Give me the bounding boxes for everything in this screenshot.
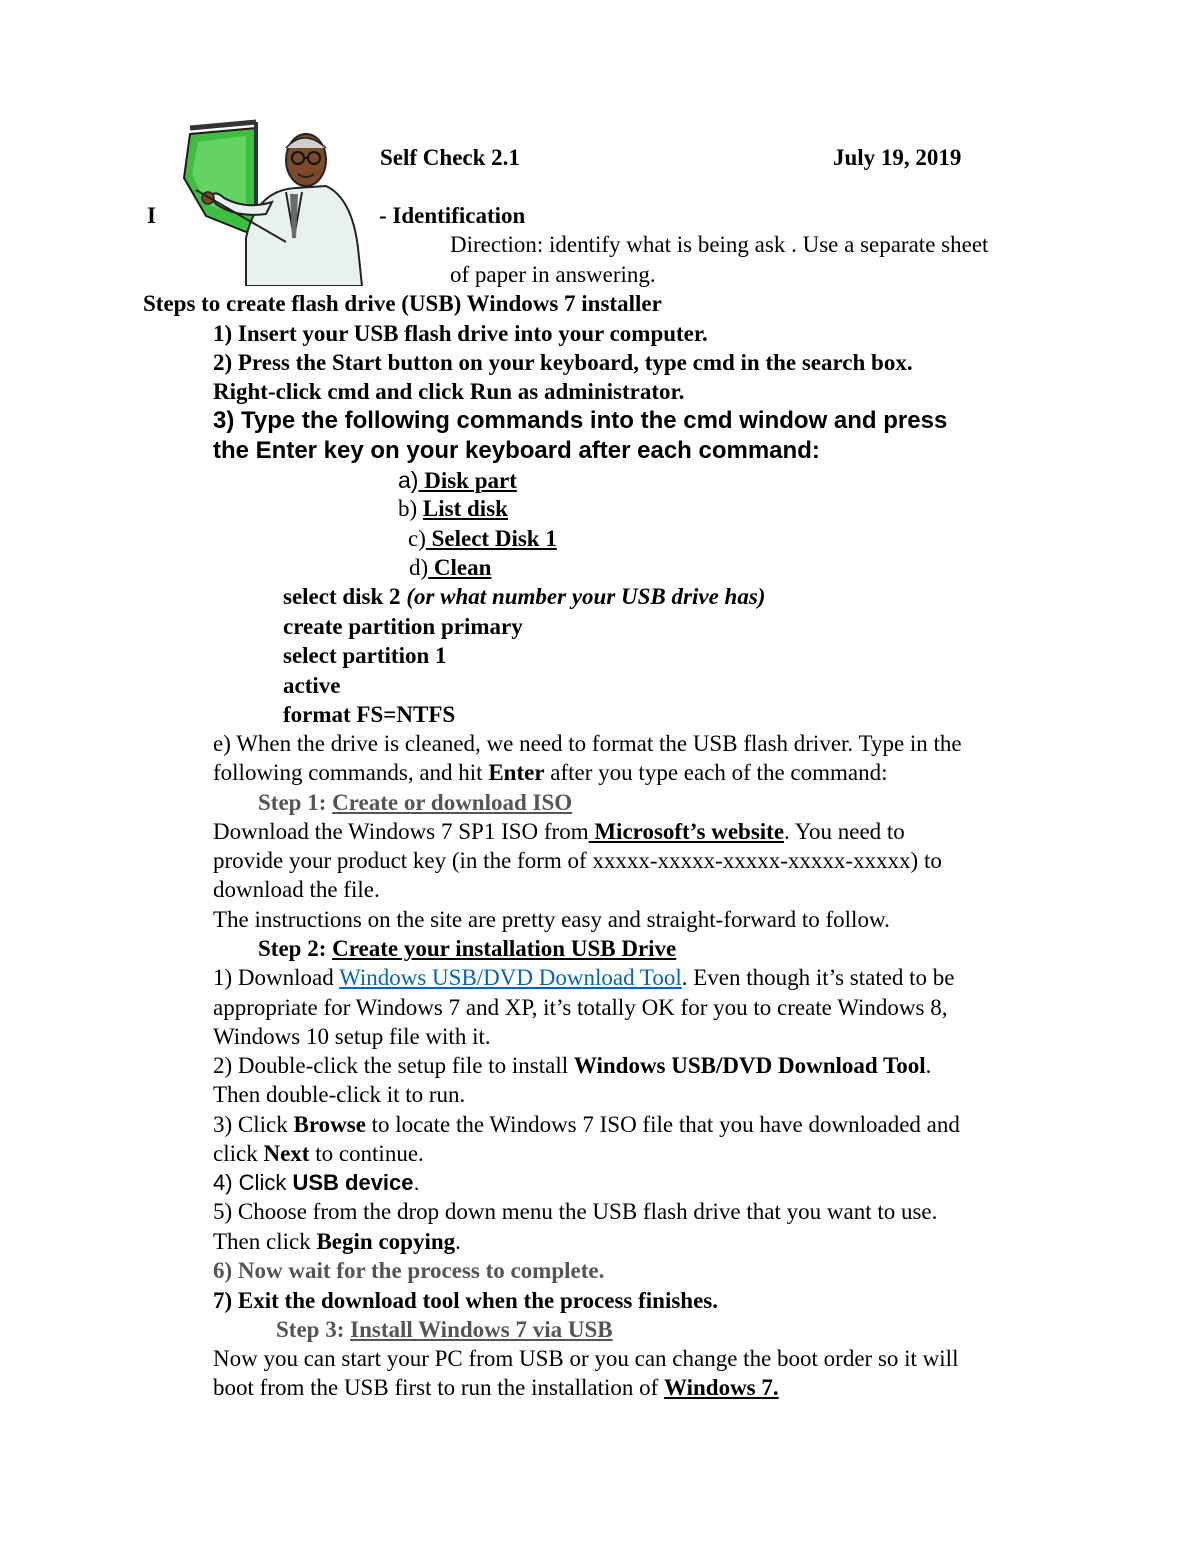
step-1-title: Create or download ISO [332, 790, 573, 815]
step-2-item-3-l2-a: click [213, 1141, 264, 1166]
step-2-item-1-line-3: Windows 10 setup file with it. [213, 1024, 491, 1049]
step-2-item-6 [213, 1257, 604, 1285]
step-2-item-5-begin-copying: Begin copying [316, 1229, 456, 1254]
step-2-item-2-a: 2) Double-click the setup file to install [213, 1053, 574, 1078]
step-e-enter: Enter [488, 760, 545, 785]
command-b-text: List disk [422, 496, 508, 521]
teacher-pointing-clipart [176, 118, 372, 286]
step-2-item-1-a: 1) Download [213, 965, 340, 990]
direction-line-1: Direction: identify what is being ask . Use a separate sheet [450, 232, 989, 257]
step-2-item-1-b: . Even though it’s stated to be [681, 965, 955, 990]
step-e-line-2-a: following commands, and hit [213, 760, 489, 785]
step-2-item-2-line-2: Then double-click it to run. [213, 1082, 466, 1107]
section-roman-numeral: I [147, 203, 156, 228]
step-3-windows-7: Windows 7. [664, 1375, 779, 1400]
section-title: - Identification [379, 203, 526, 228]
step-2-item-4-a: 4) Click [213, 1170, 293, 1195]
step-2-item-3-next: Next [263, 1141, 310, 1166]
select-disk-note: (or what number your USB drive has) [406, 584, 766, 609]
command-a [398, 466, 517, 495]
command-d-prefix: d) [409, 555, 429, 580]
step-2-item-4-c: . [413, 1170, 420, 1195]
step-2-item-4 [213, 1169, 420, 1197]
step-3-body-l2-a: boot from the USB first to run the installation of [213, 1375, 665, 1400]
step-e-line-2 [213, 759, 888, 787]
step-e-line-1: e) When the drive is cleaned, we need to format the USB flash driver. Type in the [213, 731, 962, 756]
step-2-item-7-a: 7) [213, 1288, 238, 1313]
step-2-item-3-c: to locate the Windows 7 ISO file that you have downloaded and [365, 1112, 960, 1137]
step-2-item-6-a: 6) [213, 1258, 238, 1283]
step-1-text: 1) Insert your USB flash drive into your computer. [213, 321, 708, 346]
download-tool-link[interactable]: Windows USB/DVD Download Tool [339, 965, 682, 990]
step-2-item-3 [213, 1111, 960, 1139]
step-1-body-line-3: download the file. [213, 877, 380, 902]
step-1-heading [258, 789, 572, 817]
command-b-prefix: b) [398, 496, 423, 521]
step-1-label: Step 1: [258, 790, 333, 815]
microsoft-website-link[interactable]: Microsoft’s website [588, 819, 785, 844]
command-a-prefix: a) [398, 467, 419, 493]
step-2-item-1 [213, 964, 955, 992]
step-2-item-7-b: Exit the download tool when the process finishes. [237, 1288, 718, 1313]
sub-command-1: create partition primary [283, 614, 523, 639]
sub-command-3: active [283, 673, 341, 698]
page-title: Self Check 2.1 [380, 145, 520, 170]
command-c-prefix: c) [408, 526, 426, 551]
step-3-body-line-1: Now you can start your PC from USB or you can change the boot order so it will [213, 1346, 959, 1371]
step-2-item-5-l2-c: . [455, 1229, 461, 1254]
direction-line-2: of paper in answering. [450, 262, 656, 287]
step-2-heading [258, 935, 676, 963]
step-3-label: Step 3: [276, 1317, 351, 1342]
step-3-title: Install Windows 7 via USB [350, 1317, 613, 1342]
step-3-text-line-1: 3) Type the following commands into the cmd window and press [213, 407, 948, 434]
steps-heading: Steps to create flash drive (USB) Windows 7 installer [143, 291, 662, 316]
command-c-text: Select Disk 1 [425, 526, 557, 551]
step-2-item-5: 5) Choose from the drop down menu the USB flash drive that you want to use. [213, 1199, 938, 1224]
step-2-item-2-c: . [925, 1053, 932, 1078]
step-1-body-line-1 [213, 818, 905, 846]
step-2-item-2-b: Windows USB/DVD Download Tool [573, 1053, 926, 1078]
step-1-body-line-2: provide your product key (in the form of xxxxx-xxxxx-xxxxx-xxxxx-xxxxx) to [213, 848, 942, 873]
step-2-item-5-line-2 [213, 1228, 461, 1256]
step-2-item-4-usb-device: USB device [292, 1170, 414, 1195]
step-2-item-3-line-2 [213, 1140, 424, 1168]
step-2-item-3-browse: Browse [293, 1112, 366, 1137]
step-2-label: Step 2: [258, 936, 333, 961]
step-2-title: Create your installation USB Drive [332, 936, 677, 961]
step-2-item-1-line-2: appropriate for Windows 7 and XP, it’s totally OK for you to create Windows 8, [213, 995, 948, 1020]
sub-command-4: format FS=NTFS [283, 702, 456, 727]
select-disk-line [283, 583, 765, 611]
step-3-text-line-2: the Enter key on your keyboard after each command: [213, 437, 820, 464]
step-2-text-line-1: 2) Press the Start button on your keyboard, type cmd in the search box. [213, 350, 913, 375]
command-b [398, 495, 508, 523]
step-2-text-line-2: Right-click cmd and click Run as administrator. [213, 379, 685, 404]
command-d [409, 554, 491, 582]
command-a-text: Disk part [418, 468, 517, 493]
step-1-body-line-4: The instructions on the site are pretty easy and straight-forward to follow. [213, 907, 890, 932]
step-1-body-a: Download the Windows 7 SP1 ISO from [213, 819, 589, 844]
step-e-line-2-c: after you type each of the command: [544, 760, 888, 785]
command-c [408, 525, 557, 553]
step-1-body-c: . You need to [784, 819, 905, 844]
step-3-body-line-2 [213, 1374, 779, 1402]
select-disk-command: select disk 2 [283, 584, 401, 609]
command-d-text: Clean [428, 555, 492, 580]
step-2-item-7 [213, 1287, 718, 1315]
step-3-heading [276, 1316, 613, 1344]
step-2-item-6-b: Now wait for the process to complete. [237, 1258, 605, 1283]
step-2-item-3-l2-c: to continue. [309, 1141, 424, 1166]
page-date: July 19, 2019 [833, 145, 962, 170]
sub-command-2: select partition 1 [283, 643, 447, 668]
step-2-item-3-a: 3) Click [213, 1112, 294, 1137]
step-2-item-5-l2-a: Then click [213, 1229, 317, 1254]
step-2-item-2 [213, 1052, 931, 1080]
